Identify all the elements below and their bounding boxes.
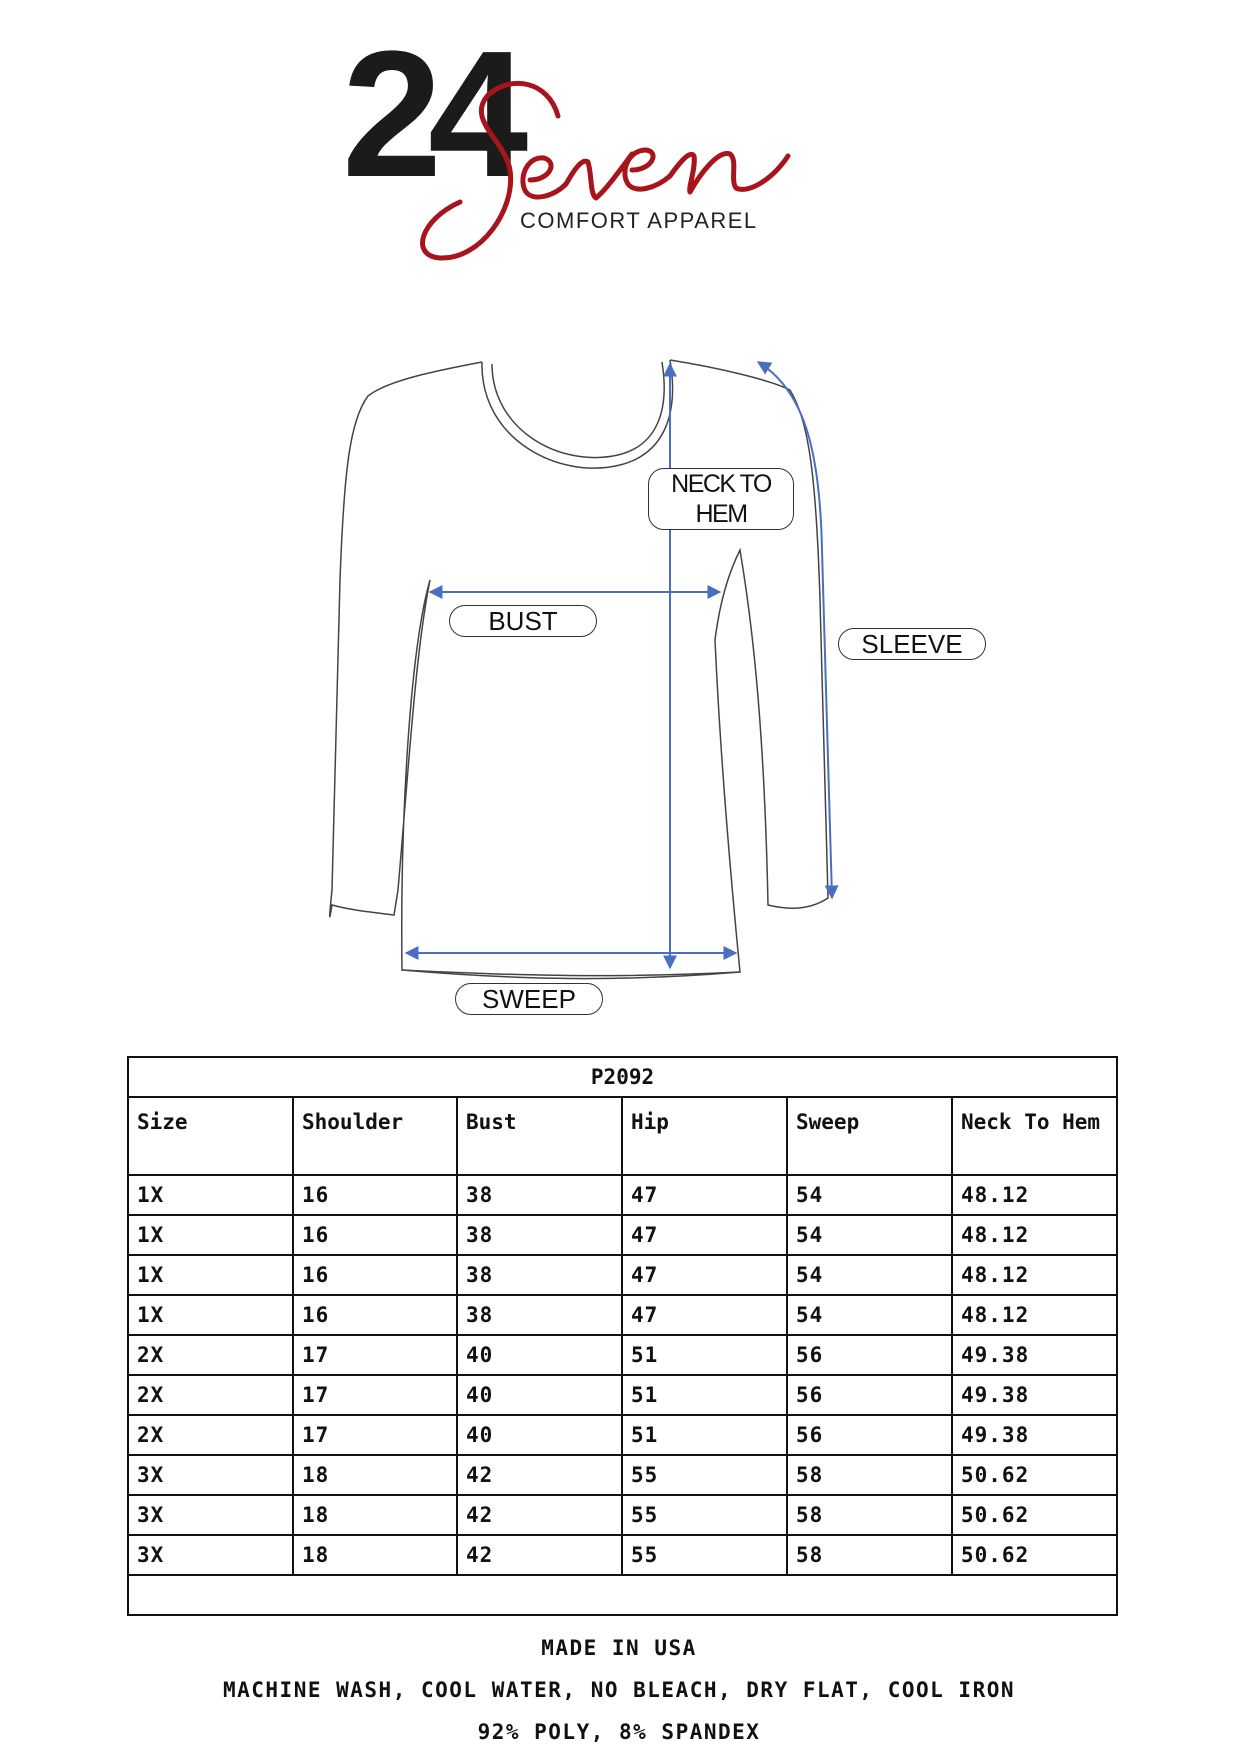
table-cell: 38	[457, 1215, 622, 1255]
table-cell: 48.12	[952, 1255, 1117, 1295]
table-row	[128, 1215, 1117, 1255]
table-cell: 49.38	[952, 1415, 1117, 1455]
header-bust: Bust	[457, 1097, 622, 1175]
table-cell: 16	[293, 1175, 457, 1215]
table-cell: 56	[787, 1415, 952, 1455]
table-cell: 54	[787, 1215, 952, 1255]
header-neck-to-hem: Neck To Hem	[952, 1097, 1117, 1175]
table-cell: 54	[787, 1295, 952, 1335]
table-cell: 18	[293, 1455, 457, 1495]
logo-tagline: COMFORT APPAREL	[520, 208, 758, 233]
table-cell: 1X	[128, 1255, 293, 1295]
label-neck-to-hem: NECK TO HEM	[648, 468, 794, 530]
table-cell: 55	[622, 1535, 787, 1575]
label-sweep: SWEEP	[455, 983, 603, 1015]
table-cell: 49.38	[952, 1375, 1117, 1415]
table-cell: 47	[622, 1215, 787, 1255]
table-cell: 3X	[128, 1455, 293, 1495]
table-cell: 3X	[128, 1495, 293, 1535]
label-sleeve: SLEEVE	[838, 628, 986, 660]
table-cell: 3X	[128, 1535, 293, 1575]
brand-logo	[330, 14, 890, 270]
table-cell: 42	[457, 1455, 622, 1495]
table-cell: 38	[457, 1255, 622, 1295]
table-cell: 1X	[128, 1215, 293, 1255]
logo-number: 24	[342, 14, 515, 215]
logo-script-seven	[330, 14, 890, 270]
table-cell: 47	[622, 1175, 787, 1215]
header-shoulder: Shoulder	[293, 1097, 457, 1175]
table-cell: 18	[293, 1495, 457, 1535]
table-cell: 42	[457, 1495, 622, 1535]
table-cell: 2X	[128, 1375, 293, 1415]
table-cell: 56	[787, 1335, 952, 1375]
table-cell: 51	[622, 1415, 787, 1455]
table-cell: 16	[293, 1255, 457, 1295]
table-cell: 17	[293, 1415, 457, 1455]
table-cell: 51	[622, 1335, 787, 1375]
size-chart-table	[127, 1056, 1118, 1616]
table-cell: 49.38	[952, 1335, 1117, 1375]
header-sweep: Sweep	[787, 1097, 952, 1175]
table-cell: 54	[787, 1175, 952, 1215]
table-cell: 1X	[128, 1295, 293, 1335]
shirt-outline	[330, 360, 828, 979]
table-row	[128, 1295, 1117, 1335]
table-cell: 48.12	[952, 1215, 1117, 1255]
fabric-content: 92% POLY, 8% SPANDEX	[477, 1720, 761, 1744]
table-cell: 51	[622, 1375, 787, 1415]
table-cell: 55	[622, 1455, 787, 1495]
table-row	[128, 1415, 1117, 1455]
table-cell: 38	[457, 1295, 622, 1335]
table-cell: 50.62	[952, 1495, 1117, 1535]
table-row	[128, 1495, 1117, 1535]
table-cell: 56	[787, 1375, 952, 1415]
measurement-lines	[406, 362, 832, 968]
table-cell: 17	[293, 1375, 457, 1415]
table-row	[128, 1175, 1117, 1215]
table-row	[128, 1535, 1117, 1575]
table-row	[128, 1455, 1117, 1495]
table-cell: 16	[293, 1295, 457, 1335]
table-cell: 17	[293, 1335, 457, 1375]
table-cell: 16	[293, 1215, 457, 1255]
garment-diagram	[320, 350, 1000, 1014]
table-cell: 50.62	[952, 1535, 1117, 1575]
table-cell: 38	[457, 1175, 622, 1215]
table-cell: 58	[787, 1455, 952, 1495]
table-cell: 2X	[128, 1415, 293, 1455]
table-header-row	[128, 1097, 1117, 1175]
table-cell: 1X	[128, 1175, 293, 1215]
table-cell: 54	[787, 1255, 952, 1295]
table-empty-row	[128, 1575, 1117, 1615]
table-row	[128, 1335, 1117, 1375]
table-cell: 18	[293, 1535, 457, 1575]
header-hip: Hip	[622, 1097, 787, 1175]
table-cell: 48.12	[952, 1295, 1117, 1335]
table-cell: 40	[457, 1375, 622, 1415]
table-cell: 40	[457, 1415, 622, 1455]
table-cell: 58	[787, 1495, 952, 1535]
table-cell: 47	[622, 1255, 787, 1295]
header-size: Size	[128, 1097, 293, 1175]
table-cell: 2X	[128, 1335, 293, 1375]
table-cell: 50.62	[952, 1455, 1117, 1495]
table-row	[128, 1375, 1117, 1415]
care-instructions: MACHINE WASH, COOL WATER, NO BLEACH, DRY FLAT, COOL IRON	[222, 1678, 1015, 1702]
style-number: P2092	[128, 1057, 1117, 1097]
table-cell: 40	[457, 1335, 622, 1375]
table-cell: 58	[787, 1535, 952, 1575]
table-row	[128, 1255, 1117, 1295]
style-number-row	[128, 1057, 1117, 1097]
table-cell: 48.12	[952, 1175, 1117, 1215]
table-empty-cell	[128, 1575, 1117, 1615]
table-cell: 55	[622, 1495, 787, 1535]
table-cell: 47	[622, 1295, 787, 1335]
origin-text: MADE IN USA	[541, 1636, 697, 1660]
garment-drawing	[320, 350, 1000, 1010]
label-bust: BUST	[449, 605, 597, 637]
table-cell: 42	[457, 1535, 622, 1575]
